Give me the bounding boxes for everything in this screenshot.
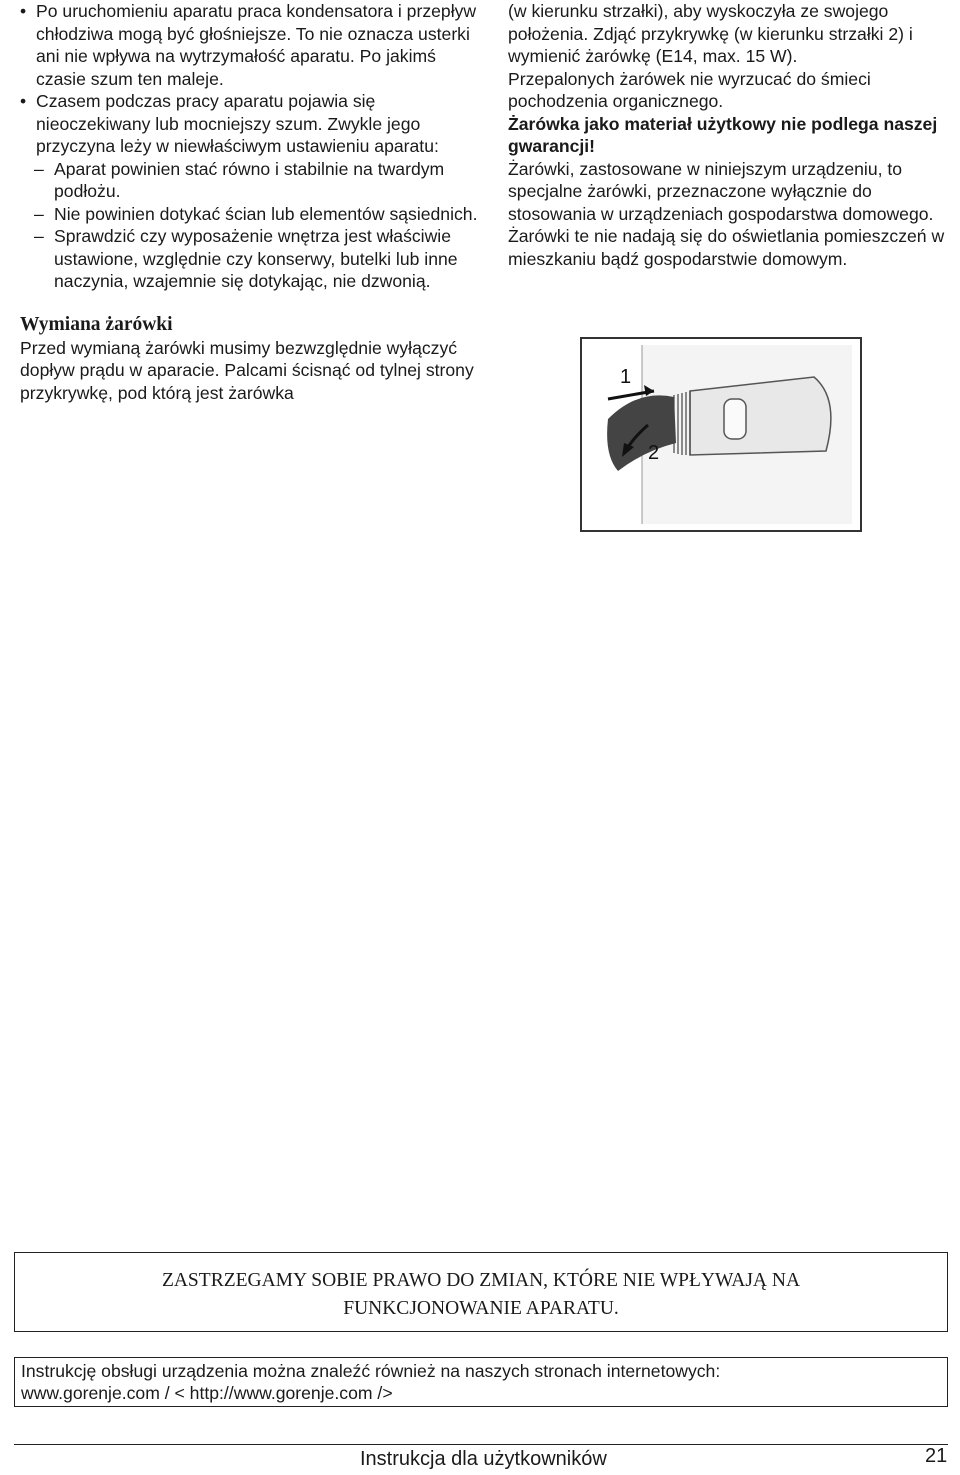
list-item — [20, 0, 482, 90]
footer-title: Instrukcja dla użytkowników — [360, 1448, 607, 1470]
section-paragraph: Przed wymianą żarówki musimy bezwzględnie wyłączyć dopływ prądu w aparacie. Palcami ścisnąć od tylnej strony przykrywkę, pod którą jest żarówka — [20, 337, 474, 403]
bullet-text: Po uruchomieniu aparatu praca kondensatora i przepływ chłodziwa mogą być głośniejsze. To nie oznacza usterki ani nie wpływa na wytrzymałość aparatu. Po jakimś czasie szum ten maleje. — [36, 1, 477, 89]
footer-divider — [14, 1444, 948, 1445]
notice-box — [14, 1252, 948, 1332]
dash-icon: – — [34, 158, 44, 179]
label-1: 1 — [620, 366, 632, 388]
dash-icon: – — [34, 226, 44, 246]
label-2: 2 — [648, 442, 660, 464]
list-item — [20, 203, 482, 226]
lamp-cover-illustration — [582, 339, 860, 530]
dash-text: Sprawdzić czy wyposażenie wnętrza jest właściwie ustawione, względnie czy konserwy, butelki lub inne naczynia, wzajemnie się dotykając, nie dzwonią. — [54, 226, 458, 291]
website-link[interactable]: www.gorenje.com / < http://www.gorenje.com /> — [21, 1383, 393, 1403]
dash-text: Aparat powinien stać równo i stabilnie na twardym podłożu. — [54, 158, 445, 201]
right-column — [508, 0, 953, 270]
website-line-1: Instrukcję obsługi urządzenia można znaleźć również na naszych stronach internetowych: — [21, 1361, 721, 1381]
lamp-cover — [690, 377, 831, 455]
section-heading: Wymiana żarówki — [20, 313, 173, 335]
continued-paragraph: (w kierunku strzałki), aby wyskoczyła ze swojego położenia. Zdjąć przykrywkę (w kierunku strzałki 2) i wymienić żarówkę (E14, max. 15 W). — [508, 1, 913, 66]
dash-icon: – — [34, 203, 44, 224]
disposal-paragraph: Przepalonych żarówek nie wyrzucać do śmieci pochodzenia organicznego. — [508, 68, 871, 111]
website-box — [14, 1357, 948, 1407]
bulb-replacement-figure — [580, 337, 862, 532]
left-column — [20, 0, 482, 404]
notice-line-1: ZASTRZEGAMY SOBIE PRAWO DO ZMIAN, KTÓRE NIE WPŁYWAJĄ NA — [161, 1270, 801, 1291]
dash-text: Nie powinien dotykać ścian lub elementów sąsiednich. — [54, 203, 478, 224]
bullet-icon: • — [20, 91, 27, 111]
bullet-text: Czasem podczas pracy aparatu pojawia się nieoczekiwany lub mocniejszy szum. Zwykle jego przyczyna leży w niewłaściwym ustawieniu aparatu: — [36, 91, 439, 156]
list-item — [20, 225, 482, 293]
bulb-info-paragraph: Żarówki, zastosowane w niniejszym urządzeniu, to specjalne żarówki, przeznaczone wyłącznie do stosowania w urządzeniach gospodarstwa domowego. Żarówki te nie nadają się do oświetlania pomieszczeń w mieszkaniu bądź gospodarstwie domowym. — [508, 158, 945, 269]
list-item — [20, 158, 482, 203]
list-item — [20, 90, 482, 158]
bullet-icon: • — [20, 1, 27, 21]
notice-line-2: FUNKCJONOWANIE APARATU. — [343, 1298, 619, 1319]
warranty-notice: Żarówka jako materiał użytkowy nie podlega naszej gwarancji! — [508, 113, 938, 156]
page-number: 21 — [925, 1445, 948, 1467]
cover-latch — [724, 399, 746, 439]
